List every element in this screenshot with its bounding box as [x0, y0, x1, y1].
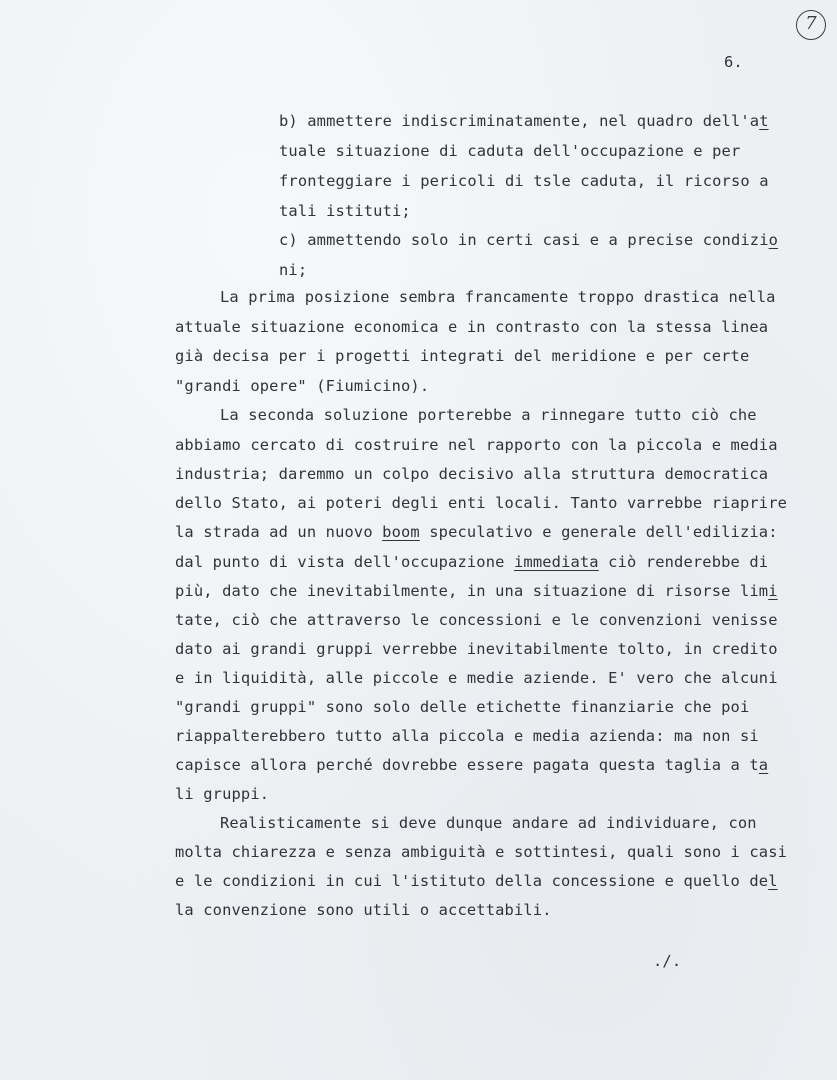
underlined-text: l	[768, 872, 778, 890]
text-line	[175, 900, 552, 920]
text-segment: tate, ciò che attraverso le concessioni e le convenzioni venisse	[175, 611, 778, 629]
text-line	[175, 668, 778, 688]
text-line	[175, 464, 768, 484]
text-segment: c) ammettendo solo in certi casi e a precise condizi	[279, 231, 769, 249]
circled-folio-number: 7	[796, 10, 826, 40]
text-segment: molta chiarezza e senza ambiguità e sottintesi, quali sono i casi	[175, 843, 788, 861]
text-line	[175, 493, 787, 513]
page-number: 6.	[724, 53, 743, 71]
text-line	[175, 317, 768, 337]
text-line	[175, 376, 429, 396]
text-line	[279, 230, 778, 250]
text-segment: la convenzione sono utili o accettabili.	[175, 901, 552, 919]
continuation-mark: ./.	[653, 952, 682, 970]
text-segment: b) ammettere indiscriminatamente, nel quadro dell'a	[279, 112, 760, 130]
text-segment: "grandi gruppi" sono solo delle etichette finanziarie che poi	[175, 698, 750, 716]
text-segment: fronteggiare i pericoli di tsle caduta, il ricorso a	[279, 172, 769, 190]
underlined-text: a	[758, 756, 769, 774]
underlined-text: o	[768, 231, 779, 249]
text-segment: attuale situazione economica e in contrasto con la stessa linea	[175, 318, 769, 336]
text-line	[175, 726, 759, 746]
text-line	[175, 346, 749, 366]
text-segment: dello Stato, ai poteri degli enti locali. Tanto varrebbe riaprire	[175, 494, 788, 512]
text-segment: più, dato che inevitabilmente, in una situazione di risorse lim	[175, 582, 769, 600]
text-segment: La seconda soluzione porterebbe a rinnegare tutto ciò che	[220, 406, 757, 424]
text-segment: ciò renderebbe di	[598, 553, 769, 571]
text-line	[175, 842, 787, 862]
text-segment: e in liquidità, alle piccole e medie aziende. E' vero che alcuni	[175, 669, 778, 687]
text-line	[279, 141, 740, 161]
text-line	[175, 610, 778, 630]
underlined-text: boom	[382, 523, 420, 541]
text-segment: riappalterebbero tutto alla piccola e media azienda: ma non si	[175, 727, 759, 745]
text-line	[220, 405, 757, 425]
text-segment: la strada ad un nuovo	[175, 523, 383, 541]
text-segment: dato ai grandi gruppi verrebbe inevitabilmente tolto, in credito	[175, 640, 778, 658]
text-segment: e le condizioni in cui l'istituto della concessione e quello de	[175, 872, 769, 890]
text-segment: La prima posizione sembra francamente troppo drastica nella	[220, 288, 776, 306]
text-segment: tali istituti;	[279, 202, 411, 220]
text-line	[175, 784, 269, 804]
text-line	[175, 697, 749, 717]
text-segment: Realisticamente si deve dunque andare ad individuare, con	[220, 814, 757, 832]
text-segment: industria; daremmo un colpo decisivo alla struttura democratica	[175, 465, 769, 483]
text-line	[175, 552, 768, 572]
text-segment: li gruppi.	[175, 785, 270, 803]
text-segment: abbiamo cercato di costruire nel rapporto con la piccola e media	[175, 436, 778, 454]
text-line	[175, 581, 778, 601]
text-line	[279, 260, 307, 280]
text-segment: "grandi opere" (Fiumicino).	[175, 377, 430, 395]
text-segment: già decisa per i progetti integrati del meridione e per certe	[175, 347, 750, 365]
text-line	[175, 755, 768, 775]
underlined-text: i	[768, 582, 778, 600]
text-line	[175, 522, 778, 542]
text-segment: tuale situazione di caduta dell'occupazione e per	[279, 142, 741, 160]
text-line	[220, 813, 757, 833]
text-line	[175, 435, 778, 455]
text-line	[279, 111, 769, 131]
text-line	[279, 201, 411, 221]
underlined-text: immediata	[513, 553, 599, 571]
text-line	[175, 871, 778, 891]
text-line	[175, 639, 778, 659]
text-line	[279, 171, 769, 191]
text-segment: ni;	[279, 261, 308, 279]
text-line	[220, 287, 776, 307]
underlined-text: t	[759, 112, 769, 130]
text-segment: speculativo e generale dell'edilizia:	[419, 523, 778, 541]
text-segment: dal punto di vista dell'occupazione	[175, 553, 514, 571]
text-segment: capisce allora perché dovrebbe essere pagata questa taglia a t	[175, 756, 759, 774]
